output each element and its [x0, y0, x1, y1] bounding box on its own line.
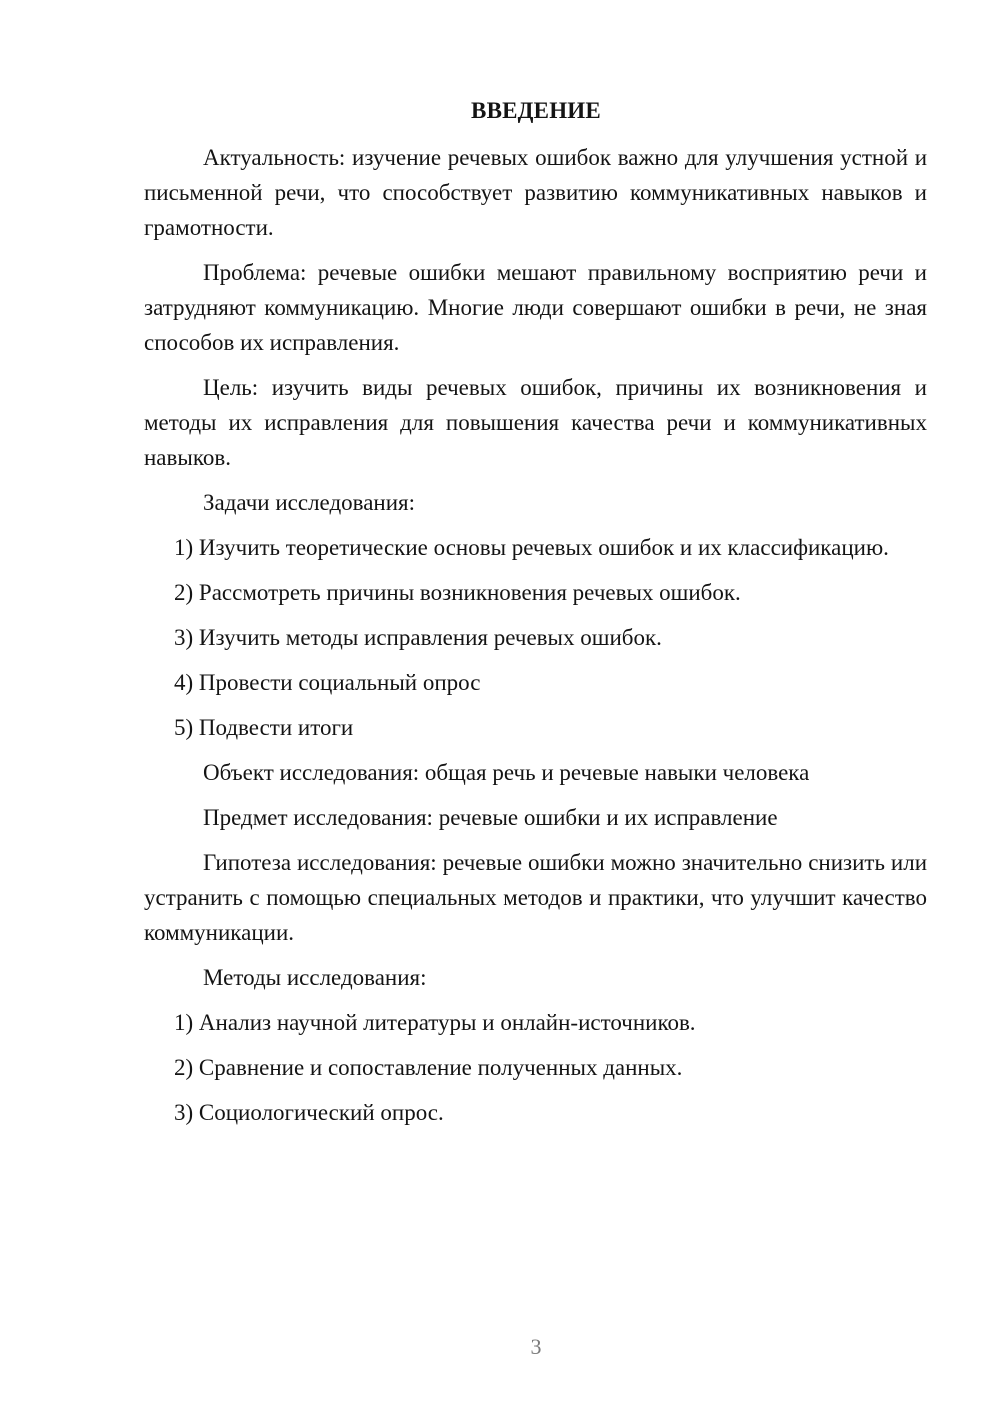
tasks-heading: Задачи исследования:: [203, 490, 416, 515]
section-title: ВВЕДЕНИЕ: [471, 98, 601, 123]
object-paragraph: Объект исследования: общая речь и речевые навыки человека: [203, 760, 810, 785]
task-item: 3) Изучить методы исправления речевых ошибок.: [174, 625, 662, 650]
method-item: 1) Анализ научной литературы и онлайн-источников.: [174, 1010, 696, 1035]
task-item: 5) Подвести итоги: [174, 715, 354, 740]
subject-paragraph: Предмет исследования: речевые ошибки и их исправление: [203, 805, 778, 830]
task-item: 2) Рассмотреть причины возникновения речевых ошибок.: [174, 580, 741, 605]
task-item: 4) Провести социальный опрос: [174, 670, 481, 695]
method-item: 2) Сравнение и сопоставление полученных данных.: [174, 1055, 683, 1080]
page-number: 3: [530, 1334, 542, 1359]
hypothesis-paragraph: Гипотеза исследования: речевые ошибки можно значительно снизить или устранить с помощью специальных методов и практики, что улучшит качество коммуникации.: [144, 850, 927, 945]
document-body: [144, 140, 927, 1140]
task-item: 1) Изучить теоретические основы речевых ошибок и их классификацию.: [174, 535, 889, 560]
problem-paragraph: Проблема: речевые ошибки мешают правильному восприятию речи и затрудняют коммуникацию. Многие люди совершают ошибки в речи, не зная способов их исправления.: [144, 260, 927, 355]
goal-paragraph: Цель: изучить виды речевых ошибок, причины их возникновения и методы их исправления для повышения качества речи и коммуникативных навыков.: [144, 375, 927, 470]
relevance-paragraph: Актуальность: изучение речевых ошибок важно для улучшения устной и письменной речи, что способствует развитию коммуникативных навыков и грамотности.: [144, 145, 927, 240]
method-item: 3) Социологический опрос.: [174, 1100, 444, 1125]
methods-heading: Методы исследования:: [203, 965, 427, 990]
